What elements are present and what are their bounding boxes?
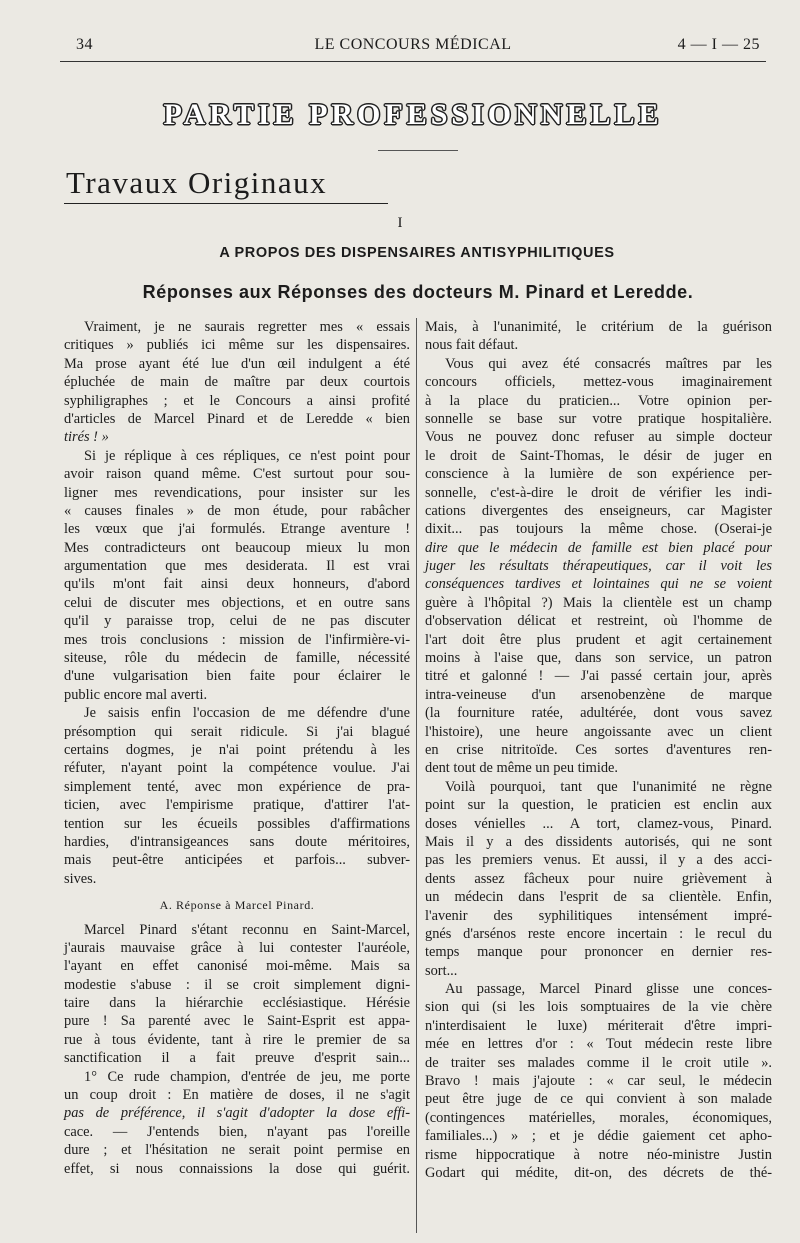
text-line: un coup droit : En matière de doses, il ne s'agit (64, 1087, 410, 1104)
right-column (425, 318, 772, 1182)
text-line: doses vénielles ... A tort, clamez-vous, Pinard. (425, 815, 772, 832)
text-line: ligner mes revendications, pour insister sur les (64, 484, 410, 501)
text-line: l'art doit être plus prudent et agit certainement (425, 631, 772, 648)
text-line: un médecin dans l'esprit de sa clientèle. Enfin, (425, 889, 772, 906)
text-line: Mais, à l'unanimité, le critérium de la guérison (425, 319, 772, 335)
article-subtitle: Réponses aux Réponses des docteurs M. Pinard et Leredde. (142, 282, 694, 302)
page-number: 34 (76, 36, 93, 53)
text-line: celui de discuter mes objections, et en outre sans (64, 594, 410, 611)
text-line: moins à l'aise que, dans son service, un patron (425, 650, 772, 667)
subheading: A. Réponse à Marcel Pinard. (159, 898, 315, 913)
text-line: mée en lettres d'or : « Tout médecin reste libre (425, 1036, 772, 1053)
text-line: sonnelle se base sur votre pratique hospitalière. (425, 410, 772, 427)
text-line: Bravo ! mais j'ajoute : « car seul, le médecin (425, 1073, 772, 1090)
text-line: pas de préférence, il s'agit d'adopter la dose effi- (64, 1105, 410, 1122)
text-line: effet, si nous connaissions la dose qui guérit. (64, 1160, 410, 1177)
text-line: 1° Ce rude champion, d'entrée de jeu, me porte (84, 1068, 410, 1085)
text-line: d'observation délicat et restreint, où l'homme de (425, 613, 772, 630)
text-line: réfuter, n'ayant point la compétence voulue. J'ai (64, 760, 410, 777)
text-line: (la fourniture ratée, adultérée, dont vous savez (425, 705, 772, 722)
text-line: Vraiment, je ne saurais regretter mes « essais (84, 319, 410, 335)
text-line: Mais il y a des dissidents autorisés, qui ne sont (425, 833, 772, 850)
text-line: guère à l'hôpital ?) Mais la clientèle est un champ (425, 594, 772, 611)
text-line: avoir raison quand même. C'est surtout pour sou- (64, 466, 410, 483)
text-line: n'interdisaient le luxe) mériterait d'être impri- (425, 1017, 772, 1034)
text-line: Je saisis enfin l'occasion de me défendre d'une (84, 705, 410, 722)
text-line: à la place du praticien... Votre opinion per- (425, 392, 772, 409)
text-line: tirés ! » (64, 429, 109, 446)
text-line: ticien, avec l'empirisme pratique, d'attirer l'at- (64, 797, 410, 814)
text-line: dents assez fâcheux pour nuire grièvement à (425, 870, 772, 887)
text-line: certains dogmes, je n'ai point prétendu à les (64, 741, 410, 758)
text-line: Vous ne pouvez donc refuser au simple docteur (425, 429, 772, 446)
text-line: modestie s'abuse : il se croit simplement digni- (64, 976, 410, 993)
text-line: risme hippocratique à notre néo-ministre Justin (425, 1146, 772, 1163)
issue-date: 4 — I — 25 (677, 36, 760, 53)
text-line: conséquences tardives et lointaines qui ne se voient (425, 576, 772, 593)
text-line: Ma prose ayant été lue d'un œil indulgent a été (64, 355, 410, 372)
text-line: sion qui (si les lois somptuaires de la vie chère (425, 999, 772, 1016)
subsection-underline (64, 203, 388, 204)
text-line: Au passage, Marcel Pinard glisse une conces- (445, 981, 772, 998)
text-line: pas les premiers venus. Et aussi, il y a des acci- (425, 852, 772, 869)
subsection-title: Travaux Originaux (66, 165, 328, 200)
text-line: titré et galonné ! — J'ai passé certain jour, après (425, 668, 772, 685)
text-line: l'ayant en effet canonisé moi-même. Mais sa (64, 958, 410, 975)
text-line: d'une vulgarisation bien faite pour éclairer le (64, 668, 410, 685)
section-title: PARTIE PROFESSIONNELLE (163, 98, 663, 131)
text-line: public encore mal averti. (64, 686, 208, 703)
text-line: Mes contradicteurs ont beaucoup mieux lu mon (64, 539, 410, 556)
text-line: Godart qui médite, dit-on, des décrets de thé- (425, 1164, 772, 1181)
text-line: mes trois conclusions : mission de l'infirmière-vi- (64, 631, 410, 648)
text-line: d'articles de Marcel Pinard et de Leredde « bien (64, 410, 410, 427)
text-line: peut être juge de ce qui convient à son malade (425, 1091, 772, 1108)
article-number: I (397, 215, 403, 231)
text-line: pure ! Sa parenté avec le Saint-Esprit est appa- (64, 1013, 410, 1030)
text-line: syphiligraphes ; et le Concours a ainsi profité (64, 392, 410, 409)
text-line: Si je réplique à ces répliques, ce n'est point pour (84, 447, 410, 464)
text-line: l'avenir des syphilitiques intensément impré- (425, 907, 772, 924)
text-line: tention sur les écueils possibles d'affirmations (64, 815, 410, 832)
text-line: simplement tenté, avec mon expérience de pra- (64, 778, 410, 795)
text-line: cations divergentes des enseigneurs, car Magister (425, 502, 772, 519)
text-line: hardies, d'intransigeances sans doute méritoires, (64, 833, 410, 850)
text-line: dire que le médecin de famille est bien placé pour (425, 539, 772, 556)
text-line: familiales...) » ; et je dédie gaiement cet apho- (425, 1128, 772, 1145)
text-line: juger les résultats thérapeutiques, car il voit les (425, 558, 772, 575)
text-line: intra-veineuse d'un arsenobenzène de marque (425, 686, 772, 703)
text-line: sives. (64, 870, 97, 887)
text-line: en crise nitritoïde. Ces sortes d'aventures ren- (425, 741, 772, 758)
text-line: qu'il y paraisse trop, celui de ne pas discuter (64, 613, 410, 630)
text-line: les vœux que j'ai formulés. Etrange aventure ! (64, 521, 410, 538)
text-line: cace. — J'entends bien, n'ayant pas l'oreille (64, 1123, 410, 1140)
text-line: argumentation que mes desiderata. Il est vrai (64, 558, 410, 575)
text-line: Marcel Pinard s'étant reconnu en Saint-Marcel, (84, 921, 410, 938)
text-line: dure ; et l'hésitation ne serait point permise en (64, 1142, 410, 1159)
text-line: dixit... pas toujours la même chose. (Oserai-je (425, 521, 772, 538)
text-line: dent tout de même un peu timide. (425, 760, 619, 777)
text-line: qu'ils m'ont fait ainsi deux honneurs, d'abord (64, 576, 410, 593)
article-title: A PROPOS DES DISPENSAIRES ANTISYPHILITIQUES (219, 245, 615, 261)
text-line: sanctification il a fait preuve d'esprit sain... (64, 1050, 410, 1067)
text-line: point sur la question, le praticien est enclin aux (425, 797, 772, 814)
text-line: épluchée de main de maître par deux courtois (64, 374, 410, 391)
text-line: présomption qui serait ridicule. Si j'ai blagué (64, 723, 410, 740)
text-line: rue à tous évidente, tant à rire le premier de sa (64, 1031, 410, 1048)
text-line: mais peut-être anticipées et parfois... subver- (64, 852, 410, 869)
text-line: conscience à la lumière de son expérience per- (425, 466, 772, 483)
text-line: nous fait défaut. (425, 337, 519, 354)
text-line: temps manque pour prononcer en dernier res- (425, 944, 772, 961)
column-divider (416, 318, 417, 1233)
text-line: (contingences matérielles, morales, économiques, (425, 1109, 772, 1126)
text-line: l'histoire), une heure angoissante avec un client (425, 723, 772, 740)
section-divider (378, 150, 458, 151)
left-column (64, 318, 410, 1178)
text-line: gnés d'arsénos reste encore incertain : le recul du (425, 925, 772, 942)
text-line: « causes finales » de mon étude, pour rabâcher (64, 502, 410, 519)
header-rule (60, 61, 766, 62)
text-line: siteuse, rôle du médecin de famille, nécessité (64, 650, 410, 667)
text-line: sort... (425, 962, 458, 979)
text-line: le droit de Saint-Thomas, le désir de juger en (425, 447, 772, 464)
text-line: Voilà pourquoi, tant que l'unanimité ne règne (445, 778, 772, 795)
text-line: critiques » publiés ici même sur les dispensaires. (64, 337, 410, 354)
running-header (60, 32, 766, 58)
text-line: j'aurais mauvaise grâce à lui contester l'auréole, (64, 939, 410, 956)
text-line: de traiter ses malades comme il le croit utile ». (425, 1054, 772, 1071)
journal-title: LE CONCOURS MÉDICAL (314, 36, 512, 53)
text-line: sonnelle, c'est-à-dire le droit de vérifier les indi- (425, 484, 772, 501)
text-line: concours officiels, mettez-vous imaginairement (425, 374, 772, 391)
text-line: Vous qui avez été consacrés maîtres par les (445, 355, 772, 372)
text-line: taire dans la hiérarchie ecclésiastique. Hérésie (64, 995, 410, 1012)
